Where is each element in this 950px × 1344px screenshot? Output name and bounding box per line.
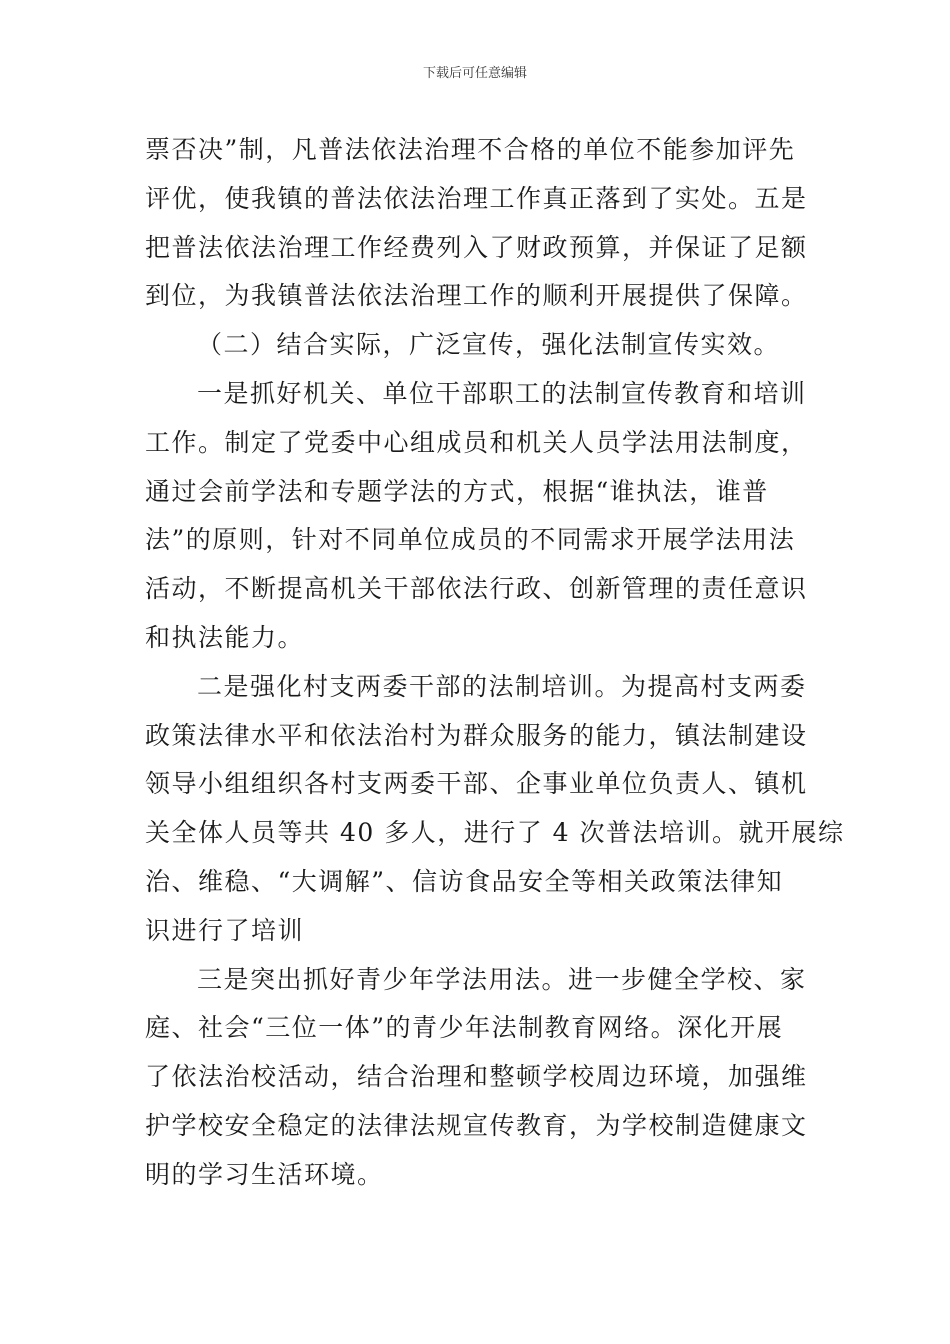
text-line: 庭、社会“三位一体”的青少年法制教育网络。深化开展: [145, 1013, 784, 1043]
text-line: 识进行了培训: [145, 915, 305, 945]
text-line: 通过会前学法和专题学法的方式，根据“谁执法，谁普: [145, 476, 769, 506]
text-line: 政策法律水平和依法治村为群众服务的能力，镇法制建设: [145, 720, 808, 750]
text-line: 治、维稳、“大调解”、信访食品安全等相关政策法律知: [145, 866, 784, 896]
text-line: 明的学习生活环境。: [145, 1159, 384, 1189]
text-line: 二是强化村支两委干部的法制培训。为提高村支两委: [197, 671, 807, 701]
text-line: 了依法治校活动，结合治理和整顿学校周边环境，加强维: [145, 1062, 808, 1092]
text-line: 领导小组组织各村支两委干部、企事业单位负责人、镇机: [145, 769, 808, 799]
text-line: 工作。制定了党委中心组成员和机关人员学法用法制度，: [145, 427, 808, 457]
text-line: 护学校安全稳定的法律法规宣传教育，为学校制造健康文: [145, 1110, 808, 1140]
text-line: 活动，不断提高机关干部依法行政、创新管理的责任意识: [145, 574, 808, 604]
text-line: 到位，为我镇普法依法治理工作的顺利开展提供了保障。: [145, 281, 808, 311]
text-line: 一是抓好机关、单位干部职工的法制宣传教育和培训: [197, 378, 807, 408]
section-heading: （二）结合实际，广泛宣传，强化法制宣传实效。: [197, 330, 781, 360]
text-line: 关全体人员等共 40 多人，进行了 4 次普法培训。就开展综: [145, 818, 845, 848]
text-line: 和执法能力。: [145, 622, 305, 652]
text-line: 三是突出抓好青少年学法用法。进一步健全学校、家: [197, 964, 807, 994]
text-line: 把普法依法治理工作经费列入了财政预算，并保证了足额: [145, 232, 808, 262]
page-header: 下载后可任意编辑: [422, 66, 527, 81]
text-line: 评优，使我镇的普法依法治理工作真正落到了实处。五是: [145, 183, 808, 213]
text-line: 法”的原则，针对不同单位成员的不同需求开展学法用法: [145, 525, 796, 555]
document-body: [145, 126, 845, 1200]
text-line: 票否决”制，凡普法依法治理不合格的单位不能参加评先: [145, 135, 796, 164]
